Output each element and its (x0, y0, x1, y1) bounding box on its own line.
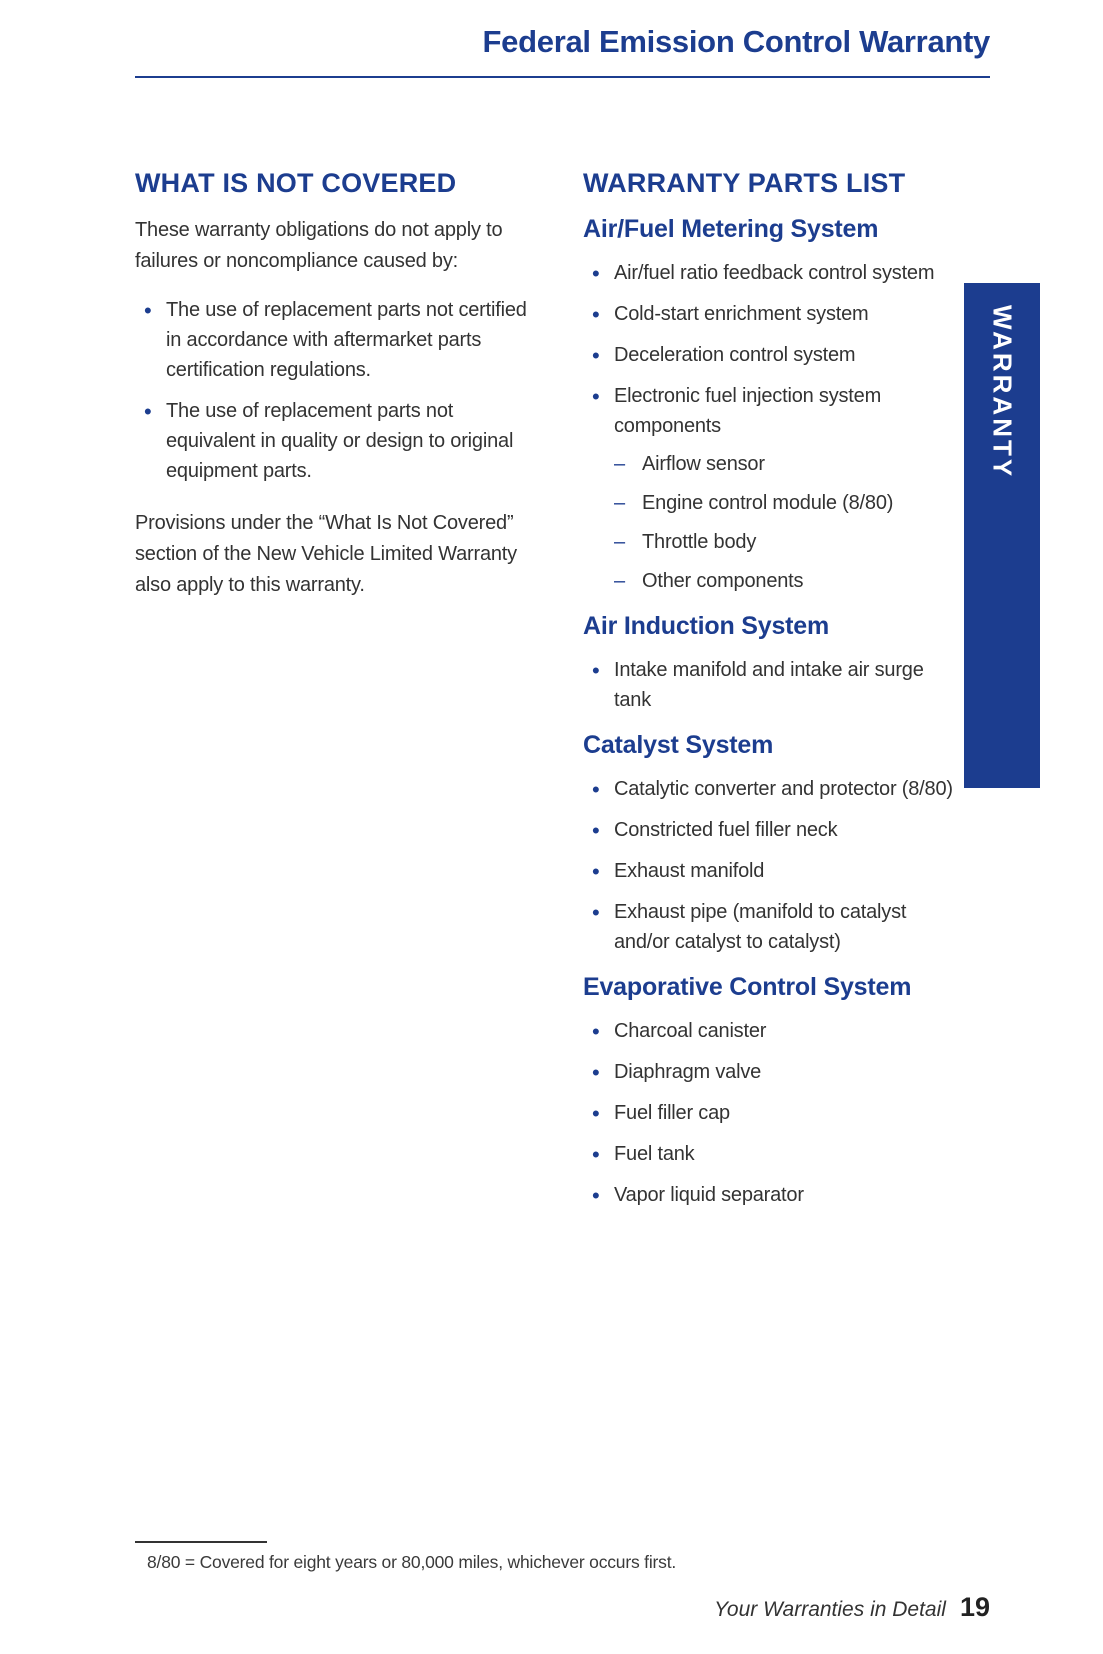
page-title: Federal Emission Control Warranty (482, 24, 990, 59)
bullet-item: • Intake manifold and intake air surge tank (583, 655, 963, 715)
sub-item-list (614, 449, 963, 596)
bullet-item: • Vapor liquid separator (583, 1180, 963, 1210)
bullet-item: • Electronic fuel injection system components – Airflow sensor – Engine control module (8/80) – Throttle body – Other components (583, 381, 963, 596)
bullet-item: • Cold-start enrichment system (583, 299, 963, 329)
bullet-item: • Exhaust pipe (manifold to catalyst and/or catalyst to catalyst) (583, 897, 963, 957)
bullet-item: • Diaphragm valve (583, 1057, 963, 1087)
warranty-sections (583, 215, 963, 1210)
page-footer (135, 1592, 990, 1623)
section-heading: Catalyst System (583, 731, 774, 759)
page-number: 19 (959, 1592, 990, 1622)
bullet-item: • Exhaust manifold (583, 856, 963, 886)
left-closing-paragraph: Provisions under the “What Is Not Covered” section of the New Vehicle Limited Warranty also apply to this warranty. (135, 512, 517, 596)
side-tab-label: WARRANTY (987, 305, 1018, 480)
bullet-item: • Fuel tank (583, 1139, 963, 1169)
bullet-item: • The use of replacement parts not equivalent in quality or design to original equipment parts. (135, 396, 535, 486)
warranty-parts-list-column (583, 168, 963, 1221)
section-heading: Air/Fuel Metering System (583, 215, 879, 243)
footer-text: Your Warranties in Detail (714, 1598, 946, 1621)
bullet-item: • Constricted fuel filler neck (583, 815, 963, 845)
section-bullet-list (583, 655, 963, 715)
sub-item: – Airflow sensor (614, 449, 963, 479)
footnote-text: 8/80 = Covered for eight years or 80,000 miles, whichever occurs first. (147, 1552, 677, 1572)
bullet-item: • The use of replacement parts not certified in accordance with aftermarket parts certification regulations. (135, 295, 535, 385)
left-bullet-list (135, 295, 535, 486)
bullet-item: • Charcoal canister (583, 1016, 963, 1046)
left-intro-paragraph: These warranty obligations do not apply to failures or noncompliance caused by: (135, 219, 503, 272)
what-is-not-covered-column (135, 168, 535, 1221)
left-heading: WHAT IS NOT COVERED (135, 168, 457, 198)
section-bullet-list (583, 1016, 963, 1210)
section-heading: Air Induction System (583, 612, 830, 640)
section-heading: Evaporative Control System (583, 973, 912, 1001)
sub-item: – Other components (614, 566, 963, 596)
warranty-side-tab (964, 283, 1040, 788)
footnote-rule (135, 1541, 267, 1543)
content-columns (135, 168, 963, 1221)
sub-item: – Throttle body (614, 527, 963, 557)
title-rule (135, 76, 990, 78)
sub-item: – Engine control module (8/80) (614, 488, 963, 518)
bullet-item: • Air/fuel ratio feedback control system (583, 258, 963, 288)
bullet-item: • Fuel filler cap (583, 1098, 963, 1128)
section-bullet-list (583, 774, 963, 957)
right-heading: WARRANTY PARTS LIST (583, 168, 906, 198)
bullet-item: • Deceleration control system (583, 340, 963, 370)
bullet-item: • Catalytic converter and protector (8/80) (583, 774, 963, 804)
section-bullet-list (583, 258, 963, 596)
